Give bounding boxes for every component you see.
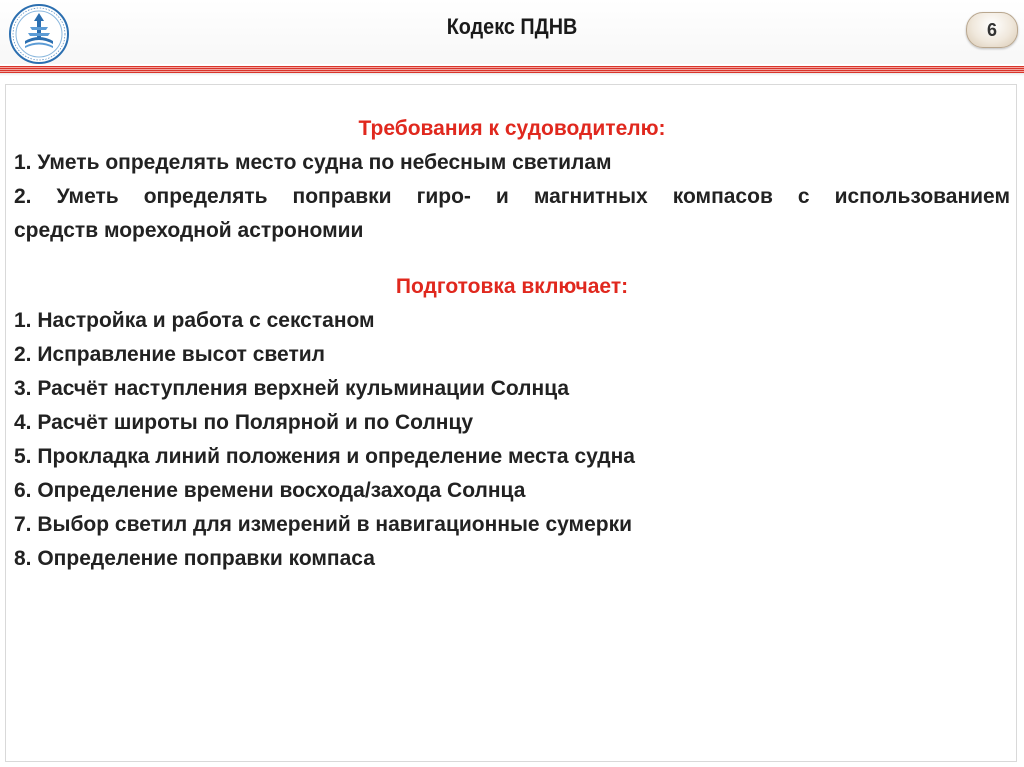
training-item-1: 1. Настройка и работа с секстаном xyxy=(14,309,375,332)
training-item-6: 6. Определение времени восхода/захода Солнца xyxy=(14,479,526,502)
training-item-2: 2. Исправление высот светил xyxy=(14,343,325,366)
slide-header xyxy=(0,0,1024,64)
training-item-3: 3. Расчёт наступления верхней кульминации Солнца xyxy=(14,377,570,400)
training-item-4: 4. Расчёт широты по Полярной и по Солнцу xyxy=(14,411,474,434)
training-item-7: 7. Выбор светил для измерений в навигационные сумерки xyxy=(14,513,632,536)
section-heading-training: Подготовка включает: xyxy=(395,275,629,298)
training-item-8: 8. Определение поправки компаса xyxy=(14,547,375,570)
header-divider xyxy=(0,66,1024,73)
slide-title: Кодекс ПДНВ xyxy=(446,14,578,39)
requirement-item-2-continuation: средств мореходной астрономии xyxy=(14,219,364,242)
training-item-5: 5. Прокладка линий положения и определение места судна xyxy=(14,445,635,468)
header-divider-shadow xyxy=(0,73,1024,76)
section-heading-requirements: Требования к судоводителю: xyxy=(358,117,666,140)
requirement-item-2: 2. Уметь определять поправки гиро- и магнитных компасов с использованием xyxy=(14,185,1010,208)
section-spacer xyxy=(14,248,1010,270)
slide-content xyxy=(14,112,1010,576)
page-number-badge: 6 xyxy=(966,12,1018,48)
requirement-item-1: 1. Уметь определять место судна по небесным светилам xyxy=(14,151,612,174)
